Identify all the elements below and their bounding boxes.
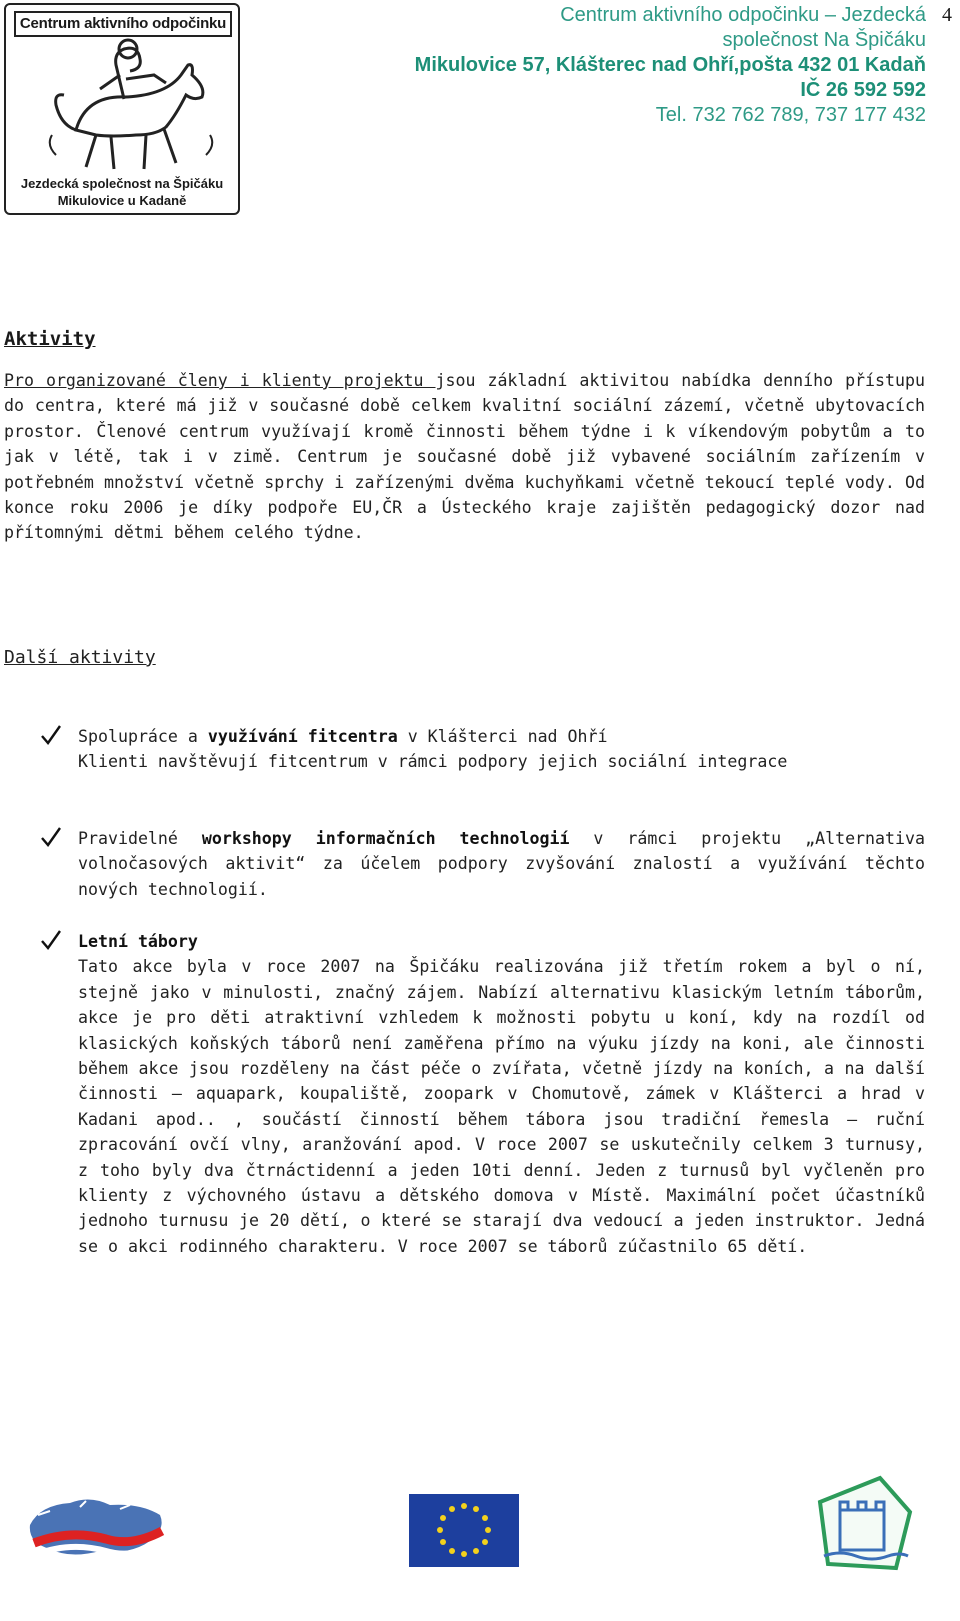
- logo-top-text: Centrum aktivního odpočinku: [14, 11, 232, 37]
- letterhead: [266, 3, 926, 128]
- horse-rider-logo: [16, 35, 230, 175]
- section-heading-activities: Aktivity: [4, 328, 96, 350]
- czech-map-logo: [20, 1485, 170, 1575]
- page-number: 4: [942, 4, 952, 26]
- organization-address: Mikulovice 57, Klášterec nad Ohří,pošta 432 01 Kadaň: [414, 54, 926, 76]
- organization-logo: [4, 3, 240, 215]
- list-item-text: Spolupráce a využívání fitcentra v Klášterci nad Ohří Klienti navštěvují fitcentrum v rámci podpory jejich sociální integrace: [78, 727, 788, 772]
- check-icon: [40, 929, 62, 951]
- organization-phone: Tel. 732 762 789, 737 177 432: [655, 104, 926, 126]
- intro-underlined: Pro organizované členy i klienty projektu: [4, 371, 436, 390]
- activities-paragraph: [4, 368, 925, 546]
- castle-logo: [810, 1472, 920, 1572]
- list-item-text: Pravidelné workshopy informačních technologií v rámci projektu „Alternativa volnočasových aktivit“ za účelem podpory zvyšování znalostí a využívání těchto nových technologií.: [78, 829, 925, 899]
- intro-text: jsou základní aktivitou nabídka denního přístupu do centra, které má již v současné době celkem kvalitní sociální zázemí, včetně ubytovacích prostor. Členové centrum využívají kromě činnosti během týdne i k víkendovým pobytům a to jak v létě, tak i v zimě. Centrum je současné době již vybavené sociálním zařízením v potřebném množství včetně sprchy i zařízenými dvěma kuchyňkami včetně tekoucí teplé vody. Od konce roku 2006 je díky podpoře EU,ČR a Ústeckého kraje zajištěn pedagogický dozor nad přítomnými dětmi během celého týdne.: [4, 371, 925, 543]
- organization-name-line2: společnost Na Špičáku: [722, 29, 926, 51]
- list-item-text: Letní tábory Tato akce byla v roce 2007 na Špičáku realizována již třetím rokem a byl o ní, stejně jako v minulosti, značný zájem. Nabízí alternativu klasickým letním táborům, akce je pro děti atraktivní vzhledem k možnosti pobytu u koní, kdy na rozdíl od klasických koňských táborů není zaměřena přímo na výuku jízdy na koni, ale činnosti během akce jsou rozděleny na část péče o zvířata, včetně jízdy na koních, a na další činnosti – aquapark, koupaliště, zoopark v Chomutově, zámek v Klášterci a hrad v Kadani apod.. , součástí činností během tábora jsou tradiční řemesla – ruční zpracování ovčí vlny, aranžování apod. V roce 2007 se uskutečnily celkem 3 turnusy, z toho byly dva čtrnáctidenní a jeden 10ti denní. Jeden z turnusů byl vyčleněn pro klienty z výchovného ústavu a dětského domova v Místě. Maximální počet účastníků jednoho turnusu je 20 dětí, o které se starají dva vedoucí a jeden instruktor. Jedná se o akci rodinného charakteru. V roce 2007 se táborů zúčastnilo 65 dětí.: [78, 932, 925, 1256]
- logo-bottom-text: Jezdecká společnost na Špičáku Mikulovice u Kadaně: [20, 176, 224, 208]
- check-icon: [40, 724, 62, 746]
- section-heading-more-activities: Další aktivity: [4, 647, 156, 668]
- organization-ico: IČ 26 592 592: [800, 79, 926, 101]
- organization-name-line1: Centrum aktivního odpočinku – Jezdecká: [560, 4, 926, 26]
- check-icon: [40, 826, 62, 848]
- eu-flag-logo: [409, 1494, 519, 1567]
